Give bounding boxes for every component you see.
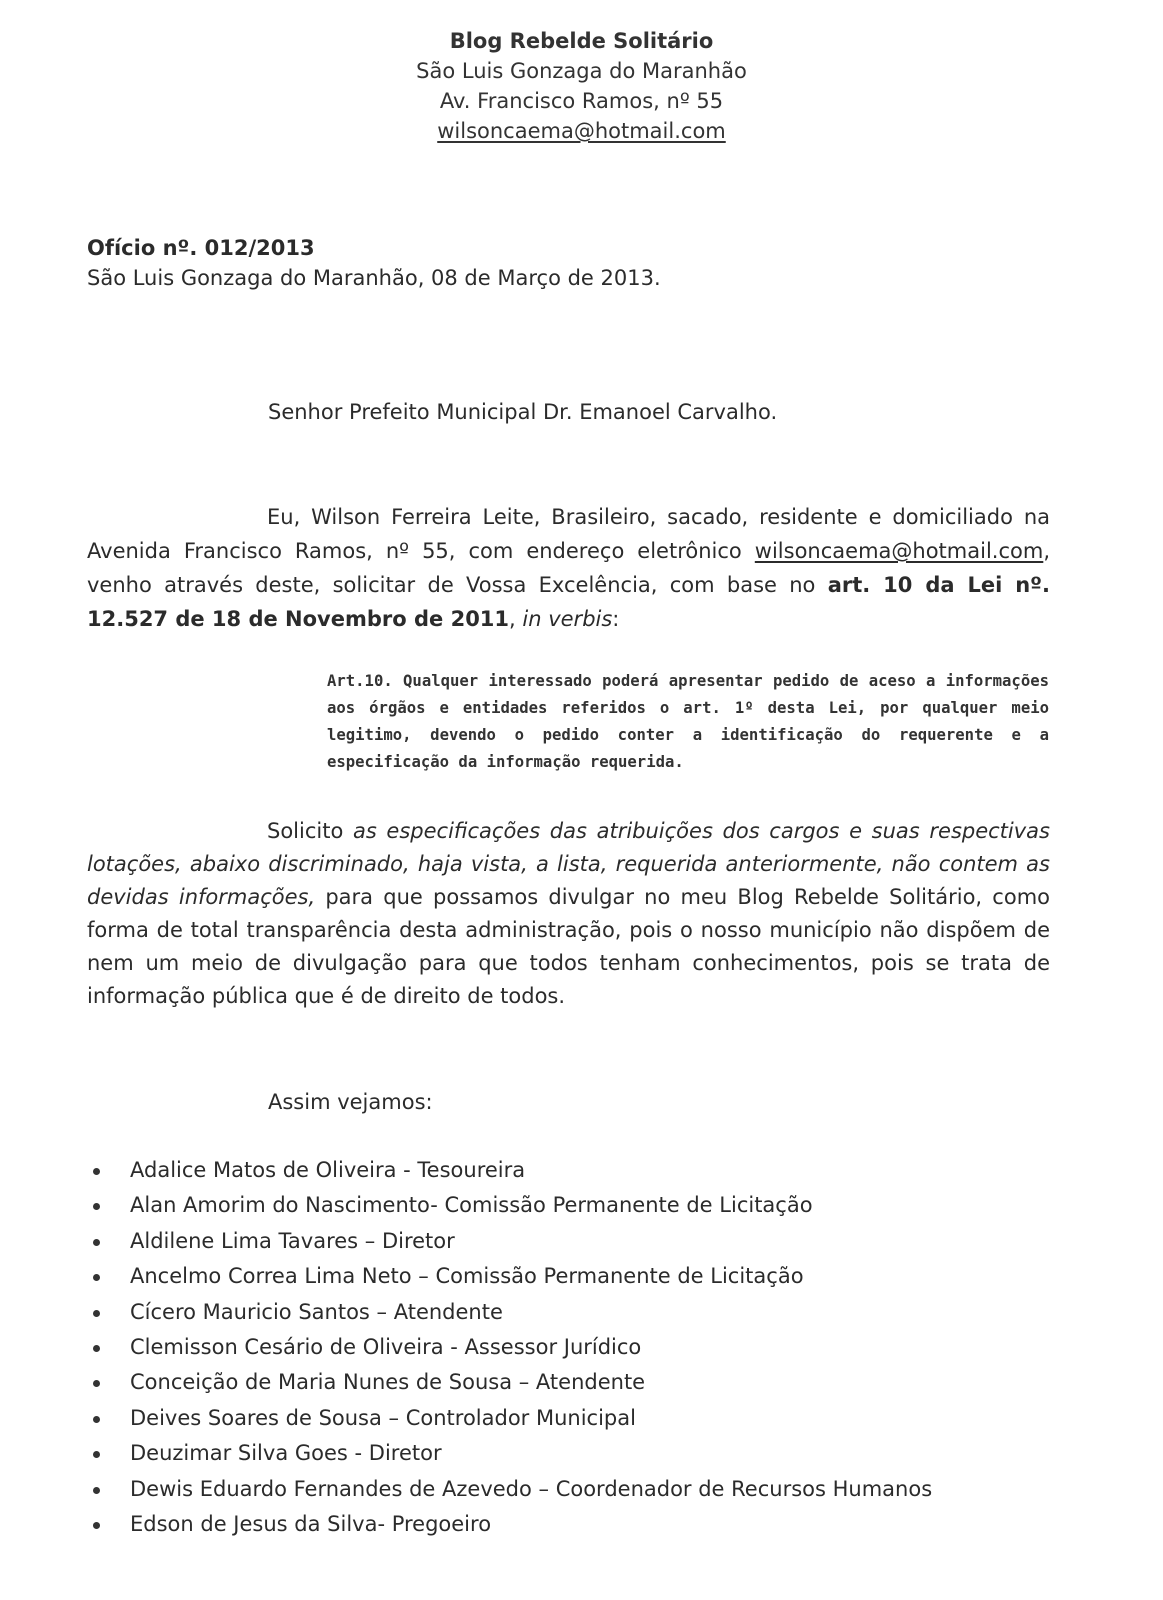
paragraph-request-text-3: , <box>509 607 523 631</box>
letterhead-address: Av. Francisco Ramos, nº 55 <box>439 89 724 113</box>
staff-list <box>87 1153 932 1542</box>
letterhead-title: Blog Rebelde Solitário <box>449 29 714 53</box>
place-date: São Luis Gonzaga do Maranhão, 08 de Março de 2013. <box>87 266 661 290</box>
list-item-text: Deives Soares de Sousa – Controlador Municipal <box>130 1405 636 1430</box>
list-item <box>87 1295 932 1330</box>
list-item-text: Dewis Eduardo Fernandes de Azevedo – Coordenador de Recursos Humanos <box>130 1476 933 1501</box>
paragraph-solicito-text-1: Solicito <box>267 819 353 843</box>
bullet-icon <box>93 1345 100 1352</box>
list-item-text: Deuzimar Silva Goes - Diretor <box>130 1441 442 1466</box>
list-item-text: Edson de Jesus da Silva- Pregoeiro <box>130 1511 492 1536</box>
letterhead-email: wilsoncaema@hotmail.com <box>437 119 726 143</box>
list-item <box>87 1259 932 1294</box>
in-verbis: in verbis <box>522 607 613 631</box>
list-item <box>87 1365 932 1400</box>
list-item-text: Ancelmo Correa Lima Neto – Comissão Permanente de Licitação <box>130 1264 804 1289</box>
oficio-number: Ofício nº. 012/2013 <box>87 236 315 260</box>
list-item <box>87 1330 932 1365</box>
list-item-text: Alan Amorim do Nascimento- Comissão Permanente de Licitação <box>130 1193 813 1218</box>
paragraph-request-text-1: Eu, Wilson Ferreira Leite, Brasileiro, sacado, residente e domiciliado na Avenida Francisco Ramos, nº 55, com endereço eletrônico <box>87 505 1050 563</box>
bullet-icon <box>93 1203 100 1210</box>
paragraph-request-text-4: : <box>612 607 620 631</box>
salutation: Senhor Prefeito Municipal Dr. Emanoel Carvalho. <box>268 400 778 424</box>
paragraph-request <box>87 500 1050 636</box>
paragraph-request-email: wilsoncaema@hotmail.com <box>754 539 1044 563</box>
list-item <box>87 1224 932 1259</box>
list-item-text: Clemisson Cesário de Oliveira - Assessor Jurídico <box>130 1334 642 1359</box>
bullet-icon <box>93 1274 100 1281</box>
list-item <box>87 1507 932 1542</box>
bullet-icon <box>93 1239 100 1246</box>
list-item <box>87 1472 932 1507</box>
assim-vejamos: Assim vejamos: <box>268 1090 433 1114</box>
oficio-block <box>87 233 661 293</box>
bullet-icon <box>93 1310 100 1317</box>
paragraph-solicito-text-2: para que possamos divulgar no meu Blog Rebelde Solitário, como forma de total transparência desta administração, pois o nosso município não dispõem de nem um meio de divulgação para que todos tenham conhecimentos, pois se trata de informação pública que é de direito de todos. <box>87 885 1051 1008</box>
list-item <box>87 1401 932 1436</box>
list-item-text: Adalice Matos de Oliveira - Tesoureira <box>130 1158 526 1182</box>
letterhead <box>0 26 1163 146</box>
letterhead-city: São Luis Gonzaga do Maranhão <box>416 59 747 83</box>
list-item-text: Cícero Mauricio Santos – Atendente <box>130 1299 503 1324</box>
list-item <box>87 1153 932 1188</box>
paragraph-solicito-italic: as especificações das atribuições dos cargos e suas respectivas lotações, abaixo discriminado, haja vista, a lista, requerida anteriormente, não contem as devidas informações, <box>87 819 1050 909</box>
list-item <box>87 1188 932 1223</box>
list-item-text: Conceição de Maria Nunes de Sousa – Atendente <box>130 1370 646 1395</box>
bullet-icon <box>93 1487 100 1494</box>
paragraph-solicito <box>87 815 1050 1013</box>
list-item <box>87 1436 932 1471</box>
paragraph-request-text-2: , venho através deste, solicitar de Vossa Excelência, com base no <box>87 539 1050 597</box>
bullet-icon <box>93 1416 100 1423</box>
law-reference: art. 10 da Lei nº. 12.527 de 18 de Novembro de 2011 <box>87 573 1050 631</box>
bullet-icon <box>93 1522 100 1529</box>
list-item-text: Aldilene Lima Tavares – Diretor <box>130 1228 455 1253</box>
law-quote: Art.10. Qualquer interessado poderá apresentar pedido de aceso a informações aos órgãos e entidades referidos o art. 1º desta Lei, por qualquer meio legitimo, devendo o pedido conter a identificação do requerente e a especificação da informação requerida. <box>327 672 1049 771</box>
bullet-icon <box>93 1380 100 1387</box>
bullet-icon <box>93 1451 100 1458</box>
bullet-icon <box>93 1168 100 1175</box>
